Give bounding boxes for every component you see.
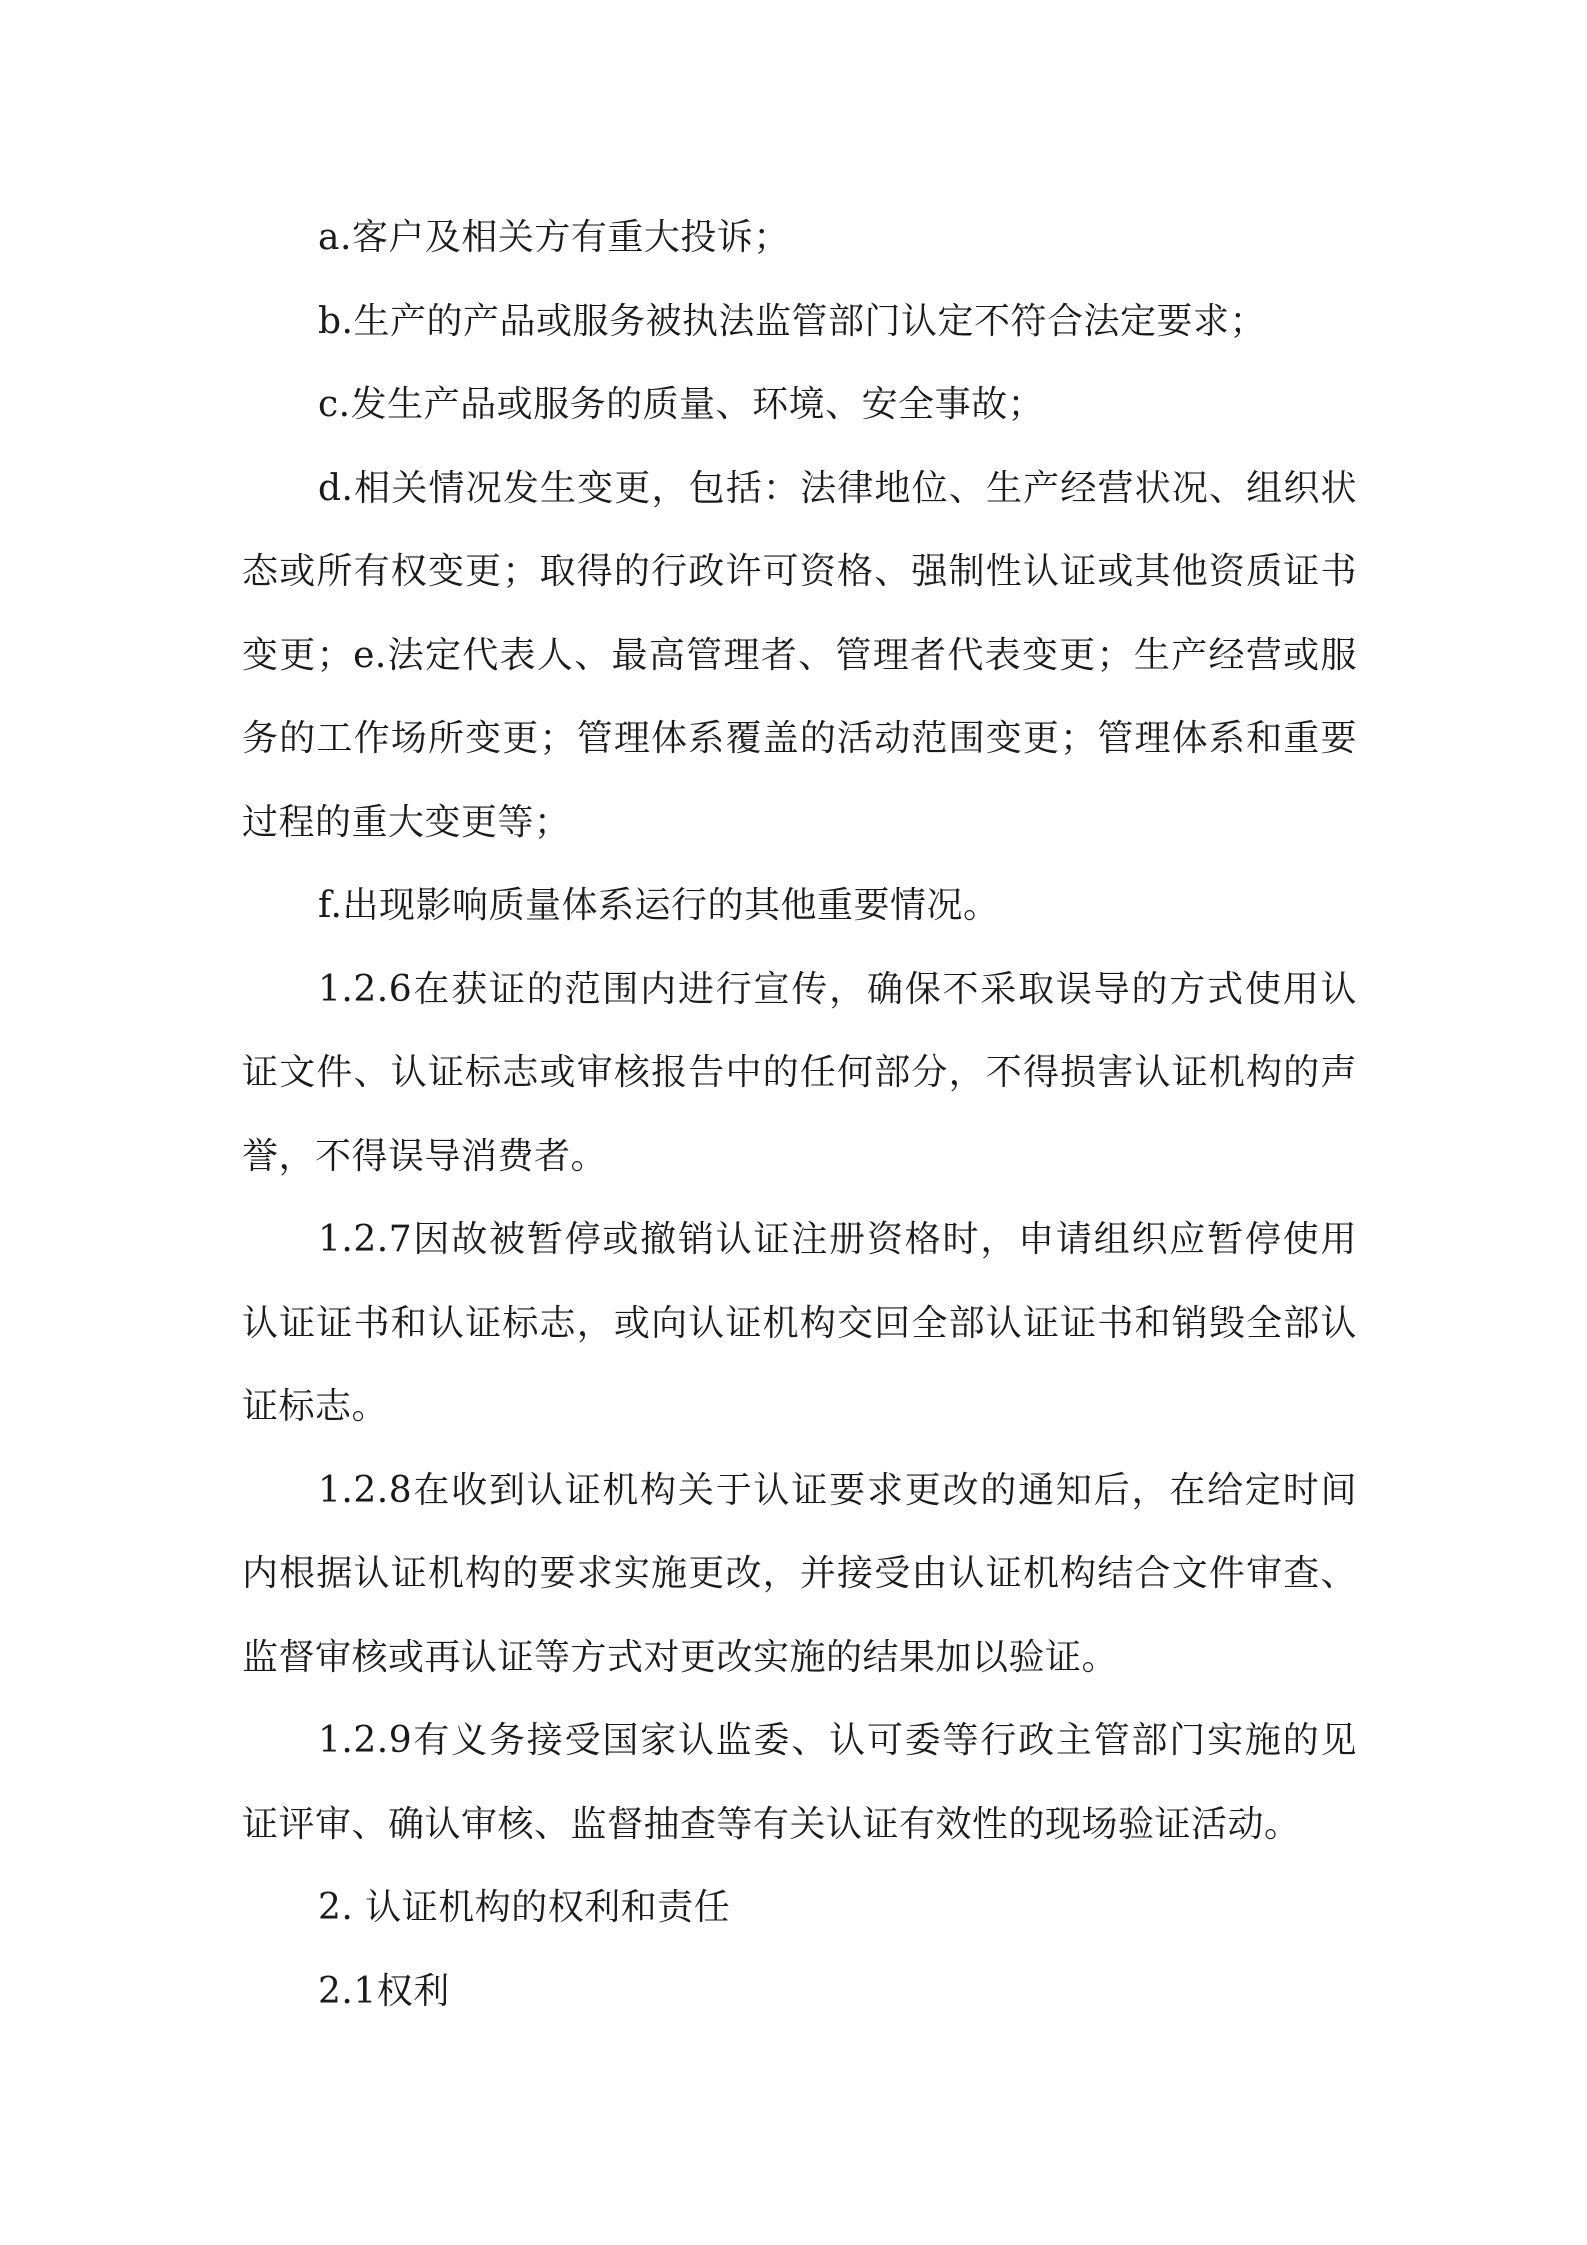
paragraph-1-2-8: 1.2.8在收到认证机构关于认证要求更改的通知后，在给定时间内根据认证机构的要求实施更改，并接受由认证机构结合文件审查、监督审核或再认证等方式对更改实施的结果加以验证。 [242,1469,1357,1678]
paragraph-item-b: b.生产的产品或服务被执法监管部门认定不符合法定要求； [318,300,1266,342]
section-heading-2: 2. 认证机构的权利和责任 [318,1887,731,1928]
document-body [242,196,1357,2033]
paragraph-1-2-6: 1.2.6在获证的范围内进行宣传，确保不采取误导的方式使用认证文件、认证标志或审核报告中的任何部分，不得损害认证机构的声誉，不得误导消费者。 [242,968,1357,1177]
paragraph-item-a: a.客户及相关方有重大投诉； [318,217,790,258]
paragraph-item-f: f.出现影响质量体系运行的其他重要情况。 [318,885,1000,926]
paragraph-1-2-7: 1.2.7因故被暂停或撤销认证注册资格时，申请组织应暂停使用认证证书和认证标志，或向认证机构交回全部认证证书和销毁全部认证标志。 [242,1219,1357,1427]
subsection-heading-2-1: 2.1权利 [318,1970,450,2012]
paragraph-item-c: c.发生产品或服务的质量、环境、安全事故； [318,384,1045,425]
paragraph-item-d: d.相关情况发生变更，包括：法律地位、生产经营状况、组织状态或所有权变更；取得的行政许可资格、强制性认证或其他资质证书变更；e.法定代表人、最高管理者、管理者代表变更；生产经营或服务的工作场所变更；管理体系覆盖的活动范围变更；管理体系和重要过程的重大变更等； [242,467,1357,843]
paragraph-1-2-9: 1.2.9有义务接受国家认监委、认可委等行政主管部门实施的见证评审、确认审核、监督抽查等有关认证有效性的现场验证活动。 [242,1720,1357,1845]
